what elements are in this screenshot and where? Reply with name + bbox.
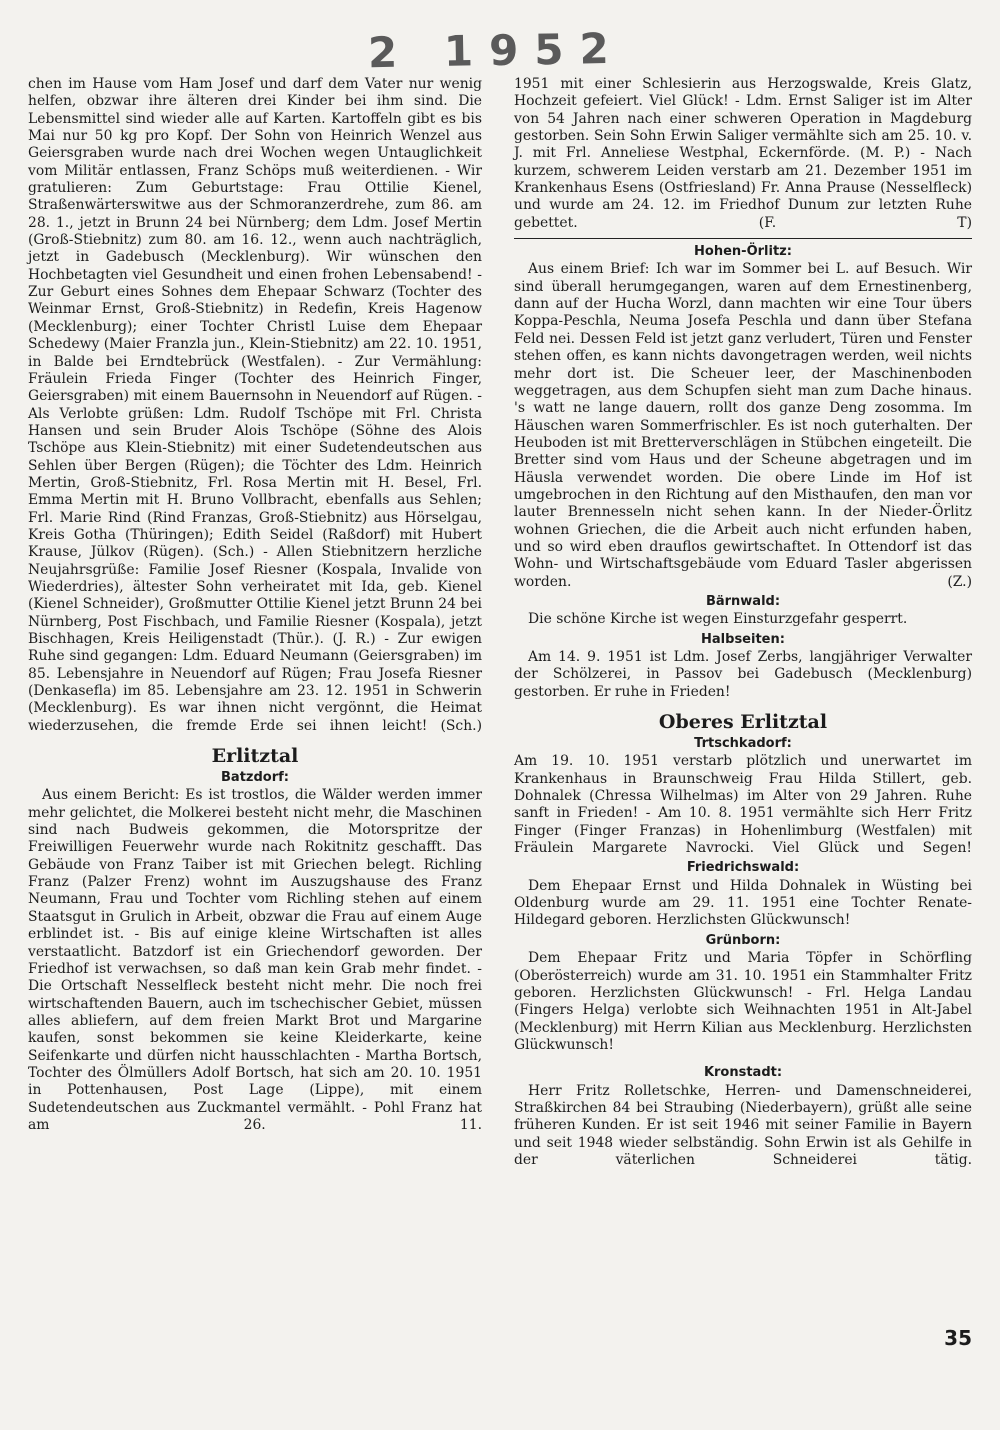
region-heading-oberes-erlitztal: Oberes Erlitztal xyxy=(658,711,828,734)
barnwald-paragraph: Die schöne Kirche ist wegen Einsturzgefahr gesperrt. xyxy=(528,611,908,628)
page-number: 35 xyxy=(944,1326,972,1350)
handwritten-date: 2 1952 xyxy=(367,23,626,78)
place-heading-hohen-orlitz: Hohen-Örlitz: xyxy=(694,244,792,260)
left-column xyxy=(28,76,482,1134)
section-divider xyxy=(514,238,972,239)
right-column xyxy=(514,76,972,1169)
trtschkadorf-paragraph: Am 19. 10. 1951 verstarb plötzlich und unerwartet im Krankenhaus in Braunschweig Frau Hilda Stillert, geb. Dohnalek (Chressa Wilhelmas) im Alter von 29 Jahren. Ruhe sanft in Frieden! - Am 10. 8. 1951 vermählte sich Herr Fritz Finger (Finger Franzas) in Hohenlimburg (Westfalen) mit Fräulein Margarete Navrocki. Viel Glück und Segen! xyxy=(514,753,972,857)
grunborn-paragraph: Dem Ehepaar Fritz und Maria Töpfer in Schörfling (Oberösterreich) wurde am 31. 10. 1951 ein Stammhalter Fritz geboren. Herzlichsten Glückwunsch! - Frl. Helga Landau (Fingers Helga) verlobte sich Weihnachten 1951 in Alt-Jabel (Mecklenburg) mit Herrn Kilian aus Mecklenburg. Herzlichsten Glückwunsch! xyxy=(514,950,972,1053)
region-heading-erlitztal: Erlitztal xyxy=(211,745,299,768)
halbseiten-paragraph: Am 14. 9. 1951 ist Ldm. Josef Zerbs, langjähriger Verwalter der Schölzerei, in Passov bei Gadebusch (Mecklenburg) gestorben. Er ruhe in Frieden! xyxy=(514,649,972,700)
place-heading-halbseiten: Halbseiten: xyxy=(701,631,785,647)
place-heading-kronstadt: Kronstadt: xyxy=(703,1065,783,1081)
continued-paragraph: 1951 mit einer Schlesierin aus Herzogswalde, Kreis Glatz, Hochzeit gefeiert. Viel Glück! - Ldm. Ernst Saliger ist im Alter von 54 Jahren nach einer schweren Operation in Magdeburg gestorben. Sein Sohn Erwin Saliger vermählte sich am 25. 10. v. J. mit Frl. Anneliese Westphal, Eckernförde. (M. P.) - Nach kurzem, schwerem Leiden verstarb am 21. Dezember 1951 im Krankenhaus Esens (Ostfriesland) Fr. Anna Prause (Nesselfleck) und wurde am 24. 12. im Friedhof Dunum zur letzten Ruhe gebettet. (F. T) xyxy=(514,76,972,231)
place-heading-batzdorf: Batzdorf: xyxy=(221,770,289,786)
kronstadt-paragraph: Herr Fritz Rolletschke, Herren- und Damenschneiderei, Straßkirchen 84 bei Straubing (Niederbayern), grüßt alle seine früheren Kunden. Er ist seit 1946 mit seiner Familie in Bayern und seit 1948 wieder selbständig. Sohn Erwin ist als Gehilfe in der väterlichen Schneiderei tätig. xyxy=(514,1082,972,1168)
stiebnitz-news-paragraph: chen im Hause vom Ham Josef und darf dem Vater nur wenig helfen, obzwar ihre älteren drei Kinder bei ihm sind. Die Lebensmittel sind wieder alle auf Karten. Kartoffeln gibt es bis Mai nur 50 kg pro Kopf. Der Sohn von Heinrich Wenzel aus Geiersgraben wurde nach drei Wochen wegen Untauglichkeit vom Militär entlassen, Franz Schöps muß weiterdienen. - Wir gratulieren: Zum Geburtstage: Frau Ottilie Kienel, Straßenwärterswitwe aus der Schmoranzerdrehe, zum 86. am 28. 1., jetzt in Brunn 24 bei Nürnberg; dem Ldm. Josef Mertin (Groß-Stiebnitz) zum 80. am 16. 12., wenn auch nachträglich, jetzt in Gadebusch (Mecklenburg). Wir wünschen den Hochbetagten viel Gesundheit und einen frohen Lebensabend! - Zur Geburt eines Sohnes dem Ehepaar Schwarz (Tochter des Weinmar Ernst, Groß-Stiebnitz) in Redefin, Kreis Hagenow (Mecklenburg); einer Tochter Christl Luise dem Ehepaar Schedewy (Maier Franzla jun., Klein-Stiebnitz) am 22. 10. 1951, in Balde bei Erndtebrück (Westfalen). - Zur Vermählung: Fräulein Frieda Finger (Tochter des Heinrich Finger, Geiersgraben) mit einem Bauernsohn in Neuendorf auf Rügen. - Als Verlobte grüßen: Ldm. Rudolf Tschöpe mit Frl. Christa Hansen und sein Bruder Alois Tschöpe (Söhne des Alois Tschöpe aus Klein-Stiebnitz) mit einer Sudetendeutschen aus Sehlen über Bergen (Rügen); die Töchter des Ldm. Heinrich Mertin, Groß-Stiebnitz, Frl. Rosa Mertin mit H. Besel, Frl. Emma Mertin mit H. Bruno Vollbracht, ebenfalls aus Sehlen; Frl. Marie Rind (Rind Franzas, Groß-Stiebnitz) aus Hörselgau, Kreis Gotha (Thüringen); Edith Seidel (Raßdorf) mit Hubert Krause, Jülkov (Rügen). (Sch.) - Allen Stiebnitzern herzliche Neujahrsgrüße: Familie Josef Riesner (Kospala, Invalide von Wiederdries), ältester Sohn verheiratet mit Ida, geb. Kienel (Kienel Schneider), Großmutter Ottilie Kienel jetzt Brunn 24 bei Nürnberg, Post Fischbach, und Familie Riesner (Kospala), jetzt Bischhagen, Kreis Heiligenstadt (Thür.). (J. R.) - Zur ewigen Ruhe sind gegangen: Ldm. Eduard Neumann (Geiersgraben) im 85. Lebensjahre in Neuendorf auf Rügen; Frau Josefa Riesner (Denkasefla) im 85. Lebensjahre am 23. 12. 1951 in Schwerin (Mecklenburg). Es war ihnen nicht vergönnt, die Heimat wiederzusehen, die fremde Erde sei ihnen leicht! (Sch.) xyxy=(28,76,482,734)
place-heading-grunborn: Grünborn: xyxy=(705,932,781,948)
place-heading-trtschkadorf: Trtschkadorf: xyxy=(694,736,792,752)
place-heading-friedrichswald: Friedrichswald: xyxy=(686,860,800,876)
place-heading-barnwald: Bärnwald: xyxy=(705,593,781,609)
hohen-orlitz-paragraph: Aus einem Brief: Ich war im Sommer bei L. auf Besuch. Wir sind überall herumgegangen, waren auf dem Ernestinenberg, dann auf der Hucha Worzl, dann machten wir eine Tour übers Koppa-Peschla, Neuma Josefa Peschla und dann über Stefana Feld nei. Dessen Feld ist jetzt ganz verludert, Türen und Fenster stehen offen, es kann nichts davongetragen werden, weil nichts mehr dort ist. Die Scheuer leer, der Maschinenboden weggetragen, aus dem Schupfen sieht man zum Dache hinaus. 's watt ne lange dauern, rollt dos ganze Deng zosomma. Im Häuschen waren Sommerfrischler. Es ist noch guterhalten. Der Heuboden ist mit Bretterverschlägen in Stübchen eingeteilt. Die Bretter sind vom Haus und der Scheune abgetragen und im Häusla verwendet worden. Die obere Linde im Hof ist umgebrochen in den Richtung auf den Misthaufen, den man vor lauter Brennesseln nicht sehen kann. In der Nieder-Örlitz wohnen Griechen, die die Arbeit auch nicht erfunden haben, und so wird eben drauflos gewirtschaftet. In Ottendorf ist das Wohn- und Wirtschaftsgebäude vom Eduard Tasler abgerissen worden. (Z.) xyxy=(514,261,972,590)
friedrichswald-paragraph: Dem Ehepaar Ernst und Hilda Dohnalek in Wüsting bei Oldenburg wurde am 29. 11. 1951 eine Tochter Renate-Hildegard geboren. Herzlichsten Glückwunsch! xyxy=(514,877,972,929)
batzdorf-report-paragraph: Aus einem Bericht: Es ist trostlos, die Wälder werden immer mehr gelichtet, die Molkerei besteht nicht mehr, die Maschinen sind nach Budweis gekommen, die Motorspritze der Freiwilligen Feuerwehr wurde nach Rokitnitz geschafft. Das Gebäude von Franz Taiber ist mit Griechen belegt. Richling Franz (Palzer Frenz) wohnt im Auszugshause des Franz Neumann, Frau und Tochter vom Richling stehen auf einem Staatsgut in Grulich in Arbeit, obzwar die Frau auf einem Auge erblindet ist. - Bis auf einige kleine Wirtschaften ist alles verstaatlicht. Batzdorf ist ein Griechendorf geworden. Der Friedhof ist verwachsen, so daß man kein Grab mehr findet. - Die Ortschaft Nesselfleck besteht nicht mehr. Die noch frei wirtschaftenden Bauern, auch im tschechischer Gebiet, müssen alles abliefern, auf dem freien Markt Brot und Margarine kaufen, sonst bekommen sie keine Kleiderkarte, keine Seifenkarte und dürfen nicht hausschlachten - Martha Bortsch, Tochter des Ölmüllers Adolf Bortsch, hat sich am 20. 10. 1951 in Pottenhausen, Post Lage (Lippe), mit einem Sudetendeutschen aus Zuckmantel vermählt. - Pohl Franz hat am 26. 11. xyxy=(28,787,482,1133)
